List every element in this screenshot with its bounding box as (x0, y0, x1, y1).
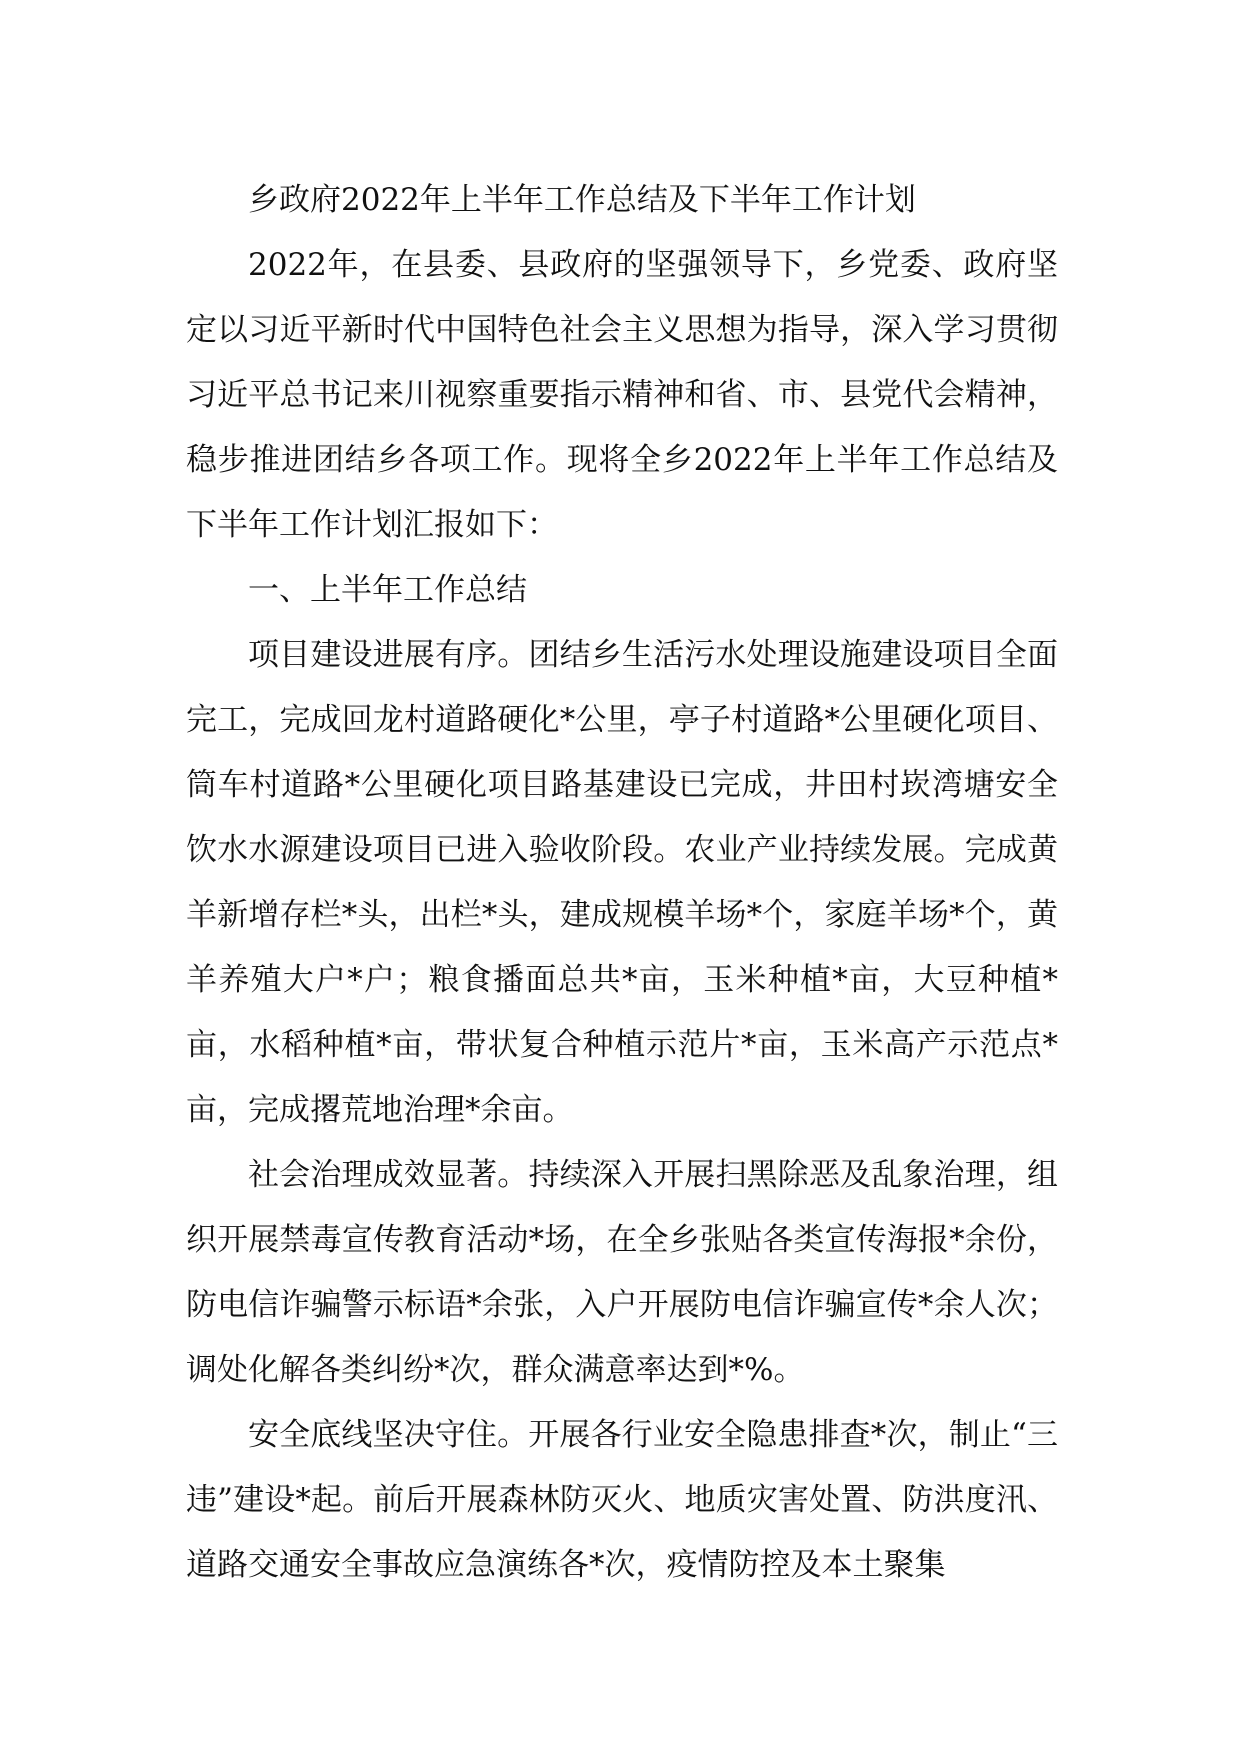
document-title: 乡政府2022年上半年工作总结及下半年工作计划 (248, 182, 916, 218)
intro-paragraph: 2022年，在县委、县政府的坚强领导下，乡党委、政府坚定以习近平新时代中国特色社会主义思想为指导，深入学习贯彻习近平总书记来川视察重要指示精神和省、市、县党代会精神，稳步推进团结乡各项工作。现将全乡2022年上半年工作总结及下半年工作计划汇报如下： (186, 247, 1058, 543)
section-heading: 一、上半年工作总结 (248, 572, 527, 608)
safety-paragraph: 安全底线坚决守住。开展各行业安全隐患排查*次，制止“三违”建设*起。前后开展森林防灭火、地质灾害处置、防洪度汛、道路交通安全事故应急演练各*次，疫情防控及本土聚集 (186, 1417, 1058, 1583)
document-body (186, 168, 1058, 1598)
project-paragraph: 项目建设进展有序。团结乡生活污水处理设施建设项目全面完工，完成回龙村道路硬化*公里，亭子村道路*公里硬化项目、筒车村道路*公里硬化项目路基建设已完成，井田村崁湾塘安全饮水水源建设项目已进入验收阶段。农业产业持续发展。完成黄羊新增存栏*头，出栏*头，建成规模羊场*个，家庭羊场*个，黄羊养殖大户*户；粮食播面总共*亩，玉米种植*亩，大豆种植*亩，水稻种植*亩，带状复合种植示范片*亩，玉米高产示范点*亩，完成撂荒地治理*余亩。 (186, 637, 1058, 1128)
governance-paragraph: 社会治理成效显著。持续深入开展扫黑除恶及乱象治理，组织开展禁毒宣传教育活动*场，在全乡张贴各类宣传海报*余份，防电信诈骗警示标语*余张，入户开展防电信诈骗宣传*余人次；调处化解各类纠纷*次，群众满意率达到*%。 (186, 1157, 1058, 1388)
